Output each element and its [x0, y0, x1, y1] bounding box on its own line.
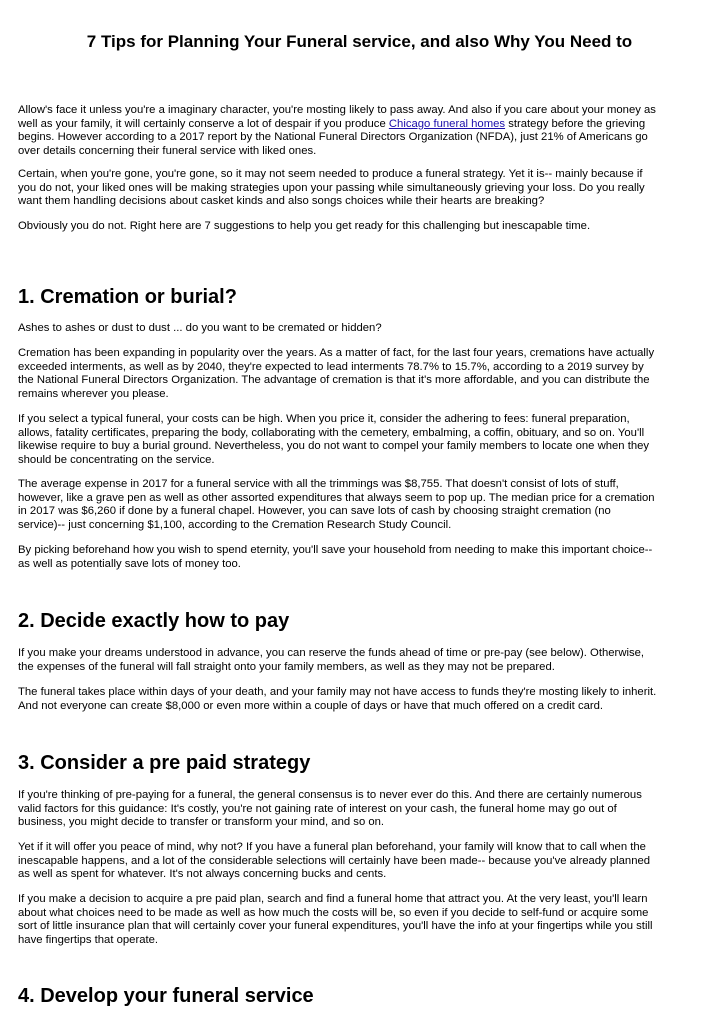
- text-line: exceeded interments, as well as by 2040, they're expected to lead interments 78.7% to 15.7%, according to a 2019 survey by: [18, 360, 644, 373]
- text-line: however, like a grave pen as well as other assorted expenditures that always seem to pop up. The median price for a cremation: [18, 491, 655, 504]
- text-line: The average expense in 2017 for a funeral service with all the trimmings was $8,755. That doesn't consist of lots of stuff,: [18, 478, 619, 490]
- text-line: about what choices need to be made as well as how much the costs will be, so even if you decide to self-fund or acquire some: [18, 906, 649, 919]
- text-line: have fingertips that operate.: [18, 933, 159, 946]
- text-line: begins. However according to a 2017 report by the National Funeral Directors Organization (NFDA), just 21% of Americans go: [18, 131, 648, 144]
- document-title: 7 Tips for Planning Your Funeral service, and also Why You Need to: [86, 32, 633, 51]
- text-line: as well as potentially save lots of money too.: [18, 557, 241, 570]
- section-3-paragraph-2: [18, 841, 704, 882]
- section-heading-how-to-pay: 2. Decide exactly how to pay: [18, 610, 290, 632]
- text-line: as well as spent for whatever. It's not always concerning bucks and cents.: [18, 868, 387, 881]
- text-line: over details concerning their funeral service with liked ones.: [18, 144, 317, 157]
- text-line: business, you might decide to transfer or transform your mind, and so on.: [18, 816, 385, 829]
- text-line: want them handling decisions about casket kinds and also songs choices while their hearts are breaking?: [18, 195, 545, 208]
- text-line: likewise require to buy a burial ground. Nevertheless, you do not want to compel your family members to locate one when they: [18, 440, 650, 453]
- text-line: sort of little insurance plan that will certainly cover your funeral expenditures, you'll have the info at your fingertips while you still: [18, 920, 653, 933]
- text-segment: strategy before the grieving: [505, 117, 646, 130]
- text-line: And not everyone can create $8,000 or even more within a couple of days or have that much offered on a credit card.: [18, 699, 604, 712]
- section-1-paragraph-4: [18, 478, 704, 532]
- intro-paragraph-1: [18, 104, 704, 158]
- text-line: [18, 118, 704, 132]
- section-1-paragraph-3: [18, 413, 704, 467]
- text-line: Yet if it will offer you peace of mind, why not? If you have a funeral plan beforehand, your family will know that to call when the: [18, 841, 646, 853]
- text-line: in 2017 was $6,260 if done by a funeral chapel. However, you can save lots of cash by choosing straight cremation (no: [18, 505, 611, 518]
- intro-paragraph-2: [18, 168, 704, 209]
- intro-paragraph-3: [18, 220, 704, 234]
- text-line: the expenses of the funeral will fall straight onto your family members, as well as they may not be prepared.: [18, 660, 555, 673]
- text-line: inescapable happens, and a lot of the considerable selections will certainly have been made-- because you've already planned: [18, 854, 651, 867]
- section-1-paragraph-1: [18, 322, 704, 336]
- text-line: Ashes to ashes or dust to dust ... do you want to be cremated or hidden?: [18, 322, 382, 334]
- text-line: allows, fatality certificates, preparing the body, collaborating with the cemetery, embalming, a coffin, obituary, and so on. You'll: [18, 426, 645, 439]
- text-line: remains wherever you please.: [18, 387, 169, 400]
- text-line: The funeral takes place within days of your death, and your family may not have access to funds they're mosting likely to inherit.: [18, 686, 657, 698]
- text-line: Certain, when you're gone, you're gone, so it may not seem needed to produce a funeral strategy. Yet it is-- mainly because if: [18, 168, 643, 180]
- section-heading-cremation-or-burial: 1. Cremation or burial?: [18, 286, 237, 308]
- text-line: If you're thinking of pre-paying for a funeral, the general consensus is to never ever do this. And there are certainly numerous: [18, 789, 642, 801]
- section-2-paragraph-1: [18, 647, 704, 674]
- text-line: If you select a typical funeral, your costs can be high. When you price it, consider the adhering to fees: funeral preparation,: [18, 413, 630, 425]
- chicago-funeral-homes-link[interactable]: Chicago funeral homes: [388, 117, 506, 130]
- text-line: Obviously you do not. Right here are 7 suggestions to help you get ready for this challenging but inescapable time.: [18, 220, 591, 232]
- text-line: Cremation has been expanding in popularity over the years. As a matter of fact, for the last four years, cremations have actually: [18, 347, 655, 359]
- section-3-paragraph-3: [18, 893, 704, 947]
- text-line: By picking beforehand how you wish to spend eternity, you'll save your household from needing to make this important choice--: [18, 544, 653, 556]
- section-heading-develop-funeral-service: 4. Develop your funeral service: [18, 985, 314, 1007]
- text-line: service)-- just concerning $1,100, according to the Cremation Research Study Council.: [18, 518, 452, 531]
- text-line: If you make your dreams understood in advance, you can reserve the funds ahead of time or pre-pay (see below). Otherwise,: [18, 647, 645, 659]
- text-line: Allow's face it unless you're a imaginary character, you're mosting likely to pass away. And also if you care about your money as: [18, 104, 656, 116]
- text-segment: well as your family, it will certainly conserve a lot of despair if you produce: [18, 117, 389, 130]
- section-heading-pre-paid-strategy: 3. Consider a pre paid strategy: [18, 752, 311, 774]
- section-2-paragraph-2: [18, 686, 704, 713]
- text-line: the National Funeral Directors Organization. The advantage of cremation is that it's more affordable, and you can distribute the: [18, 374, 650, 387]
- text-line: If you make a decision to acquire a pre paid plan, search and find a funeral home that attract you. At the very least, you'll learn: [18, 893, 648, 905]
- section-3-paragraph-1: [18, 789, 704, 830]
- text-line: you do not, your liked ones will be making strategies upon your passing while simultaneously grieving your loss. Do you really: [18, 181, 645, 194]
- text-line: should be concentrating on the service.: [18, 453, 215, 466]
- section-1-paragraph-5: [18, 544, 704, 571]
- text-line: valid factors for this guidance: It's costly, you're not gaining rate of interest on your cash, the funeral home may go out of: [18, 802, 617, 815]
- section-1-paragraph-2: [18, 347, 704, 401]
